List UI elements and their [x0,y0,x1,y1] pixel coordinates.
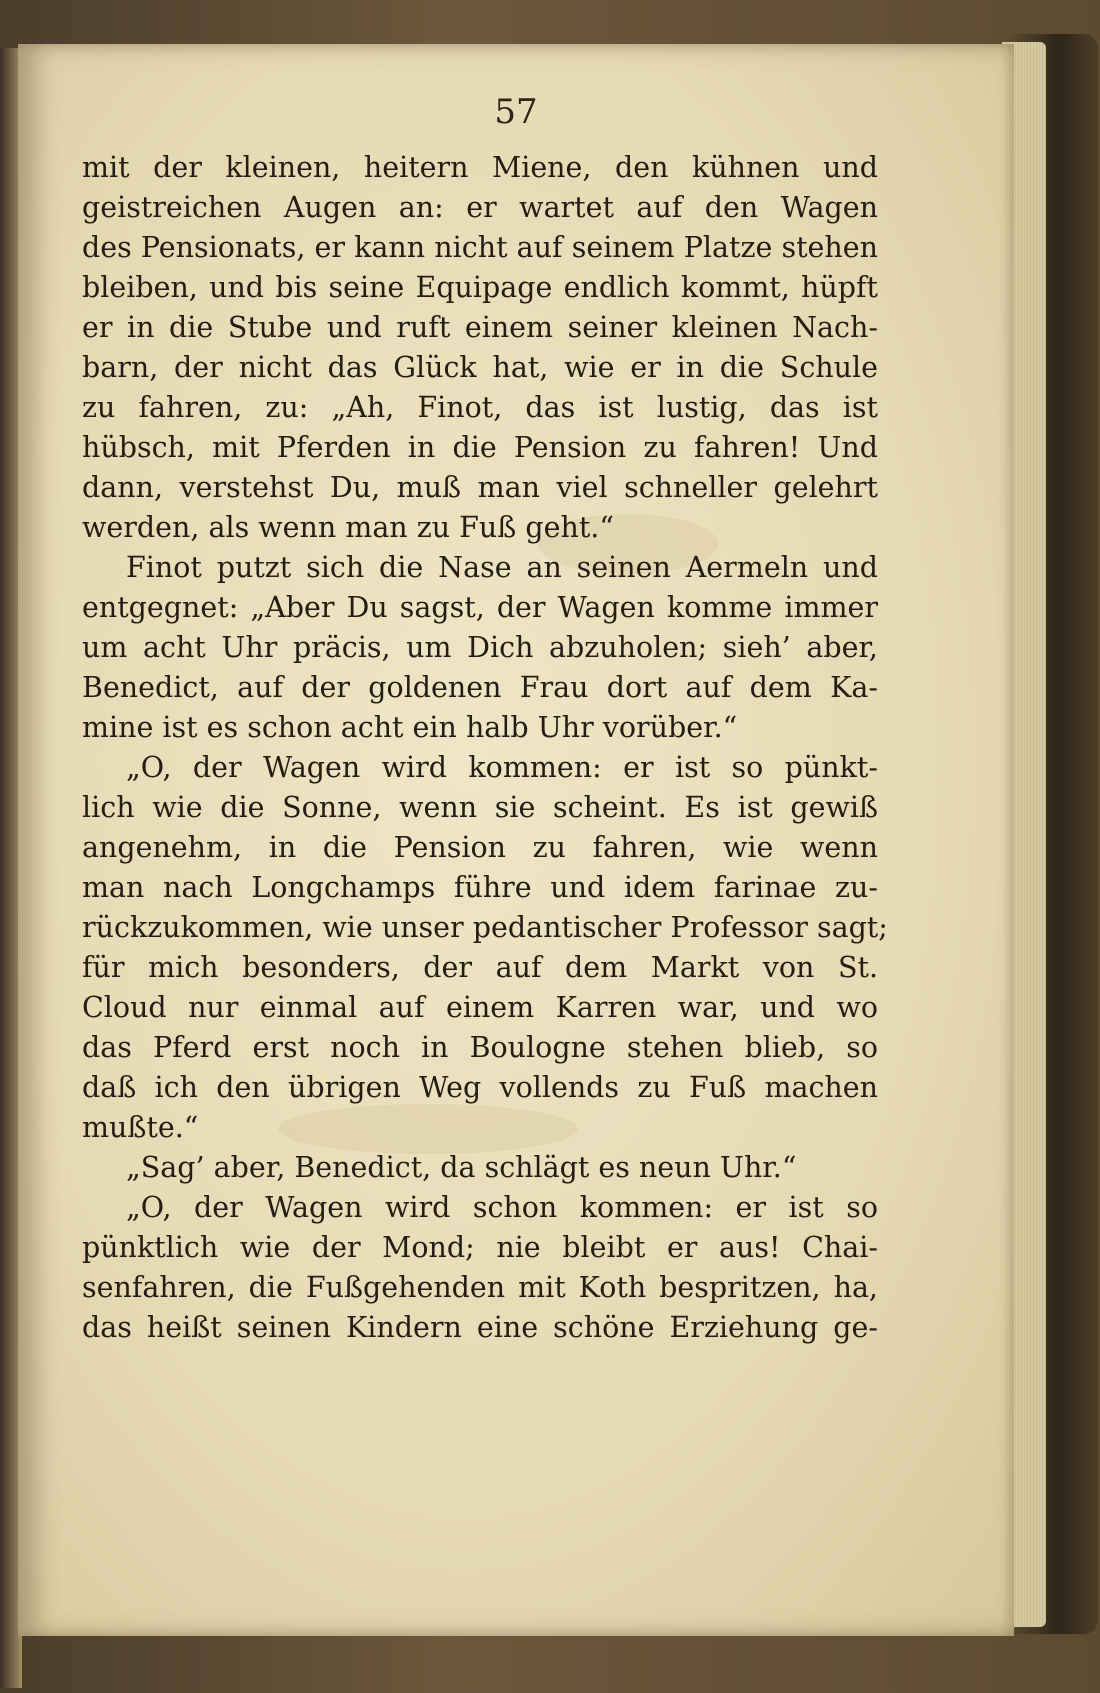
text-line: bleiben, und bis seine Equipage endlich kommt, hüpft [82,271,878,304]
text-line: um acht Uhr präcis, um Dich abzuholen; sieh’ aber, [82,631,878,664]
text-line: „O, der Wagen wird schon kommen: er ist so [126,1191,878,1224]
text-line: lich wie die Sonne, wenn sie scheint. Es ist gewiß [82,791,878,824]
text-line: angenehm, in die Pension zu fahren, wie wenn [82,831,878,864]
text-line: senfahren, die Fußgehenden mit Koth bespritzen, ha, [82,1271,878,1304]
text-line: zu fahren, zu: „Ah, Finot, das ist lustig, das ist [82,391,878,424]
page-number: 57 [494,92,538,132]
text-line: er in die Stube und ruft einem seiner kleinen Nach- [82,311,878,344]
text-line: pünktlich wie der Mond; nie bleibt er aus! Chai- [82,1231,878,1264]
text-line: man nach Longchamps führe und idem farinae zu- [82,871,878,904]
text-line: Cloud nur einmal auf einem Karren war, und wo [82,991,878,1024]
text-line: Benedict, auf der goldenen Frau dort auf dem Ka- [82,671,878,704]
text-line: das heißt seinen Kindern eine schöne Erziehung ge- [82,1311,878,1344]
text-line: mußte.“ [82,1111,199,1144]
book-page [18,44,1014,1636]
text-line: das Pferd erst noch in Boulogne stehen blieb, so [82,1031,878,1064]
text-line: dann, verstehst Du, muß man viel schneller gelehrt [82,471,878,504]
text-line: geistreichen Augen an: er wartet auf den Wagen [82,191,878,224]
text-line: des Pensionats, er kann nicht auf seinem Platze stehen [82,231,878,264]
text-line: „Sag’ aber, Benedict, da schlägt es neun Uhr.“ [126,1151,797,1184]
text-line: für mich besonders, der auf dem Markt von St. [82,951,878,984]
text-line: Finot putzt sich die Nase an seinen Aermeln und [126,551,878,584]
text-line: werden, als wenn man zu Fuß geht.“ [82,511,614,544]
text-line: mine ist es schon acht ein halb Uhr vorüber.“ [82,711,738,744]
text-line: barn, der nicht das Glück hat, wie er in die Schule [82,351,878,384]
text-line: rückzukommen, wie unser pedantischer Professor sagt; [82,911,888,944]
text-line: „O, der Wagen wird kommen: er ist so pünkt- [126,751,878,784]
text-line: entgegnet: „Aber Du sagst, der Wagen komme immer [82,591,878,624]
body-text [82,148,888,1428]
text-line: daß ich den übrigen Weg vollends zu Fuß machen [82,1071,878,1104]
text-line: hübsch, mit Pferden in die Pension zu fahren! Und [82,431,878,464]
text-line: mit der kleinen, heitern Miene, den kühnen und [82,151,878,184]
